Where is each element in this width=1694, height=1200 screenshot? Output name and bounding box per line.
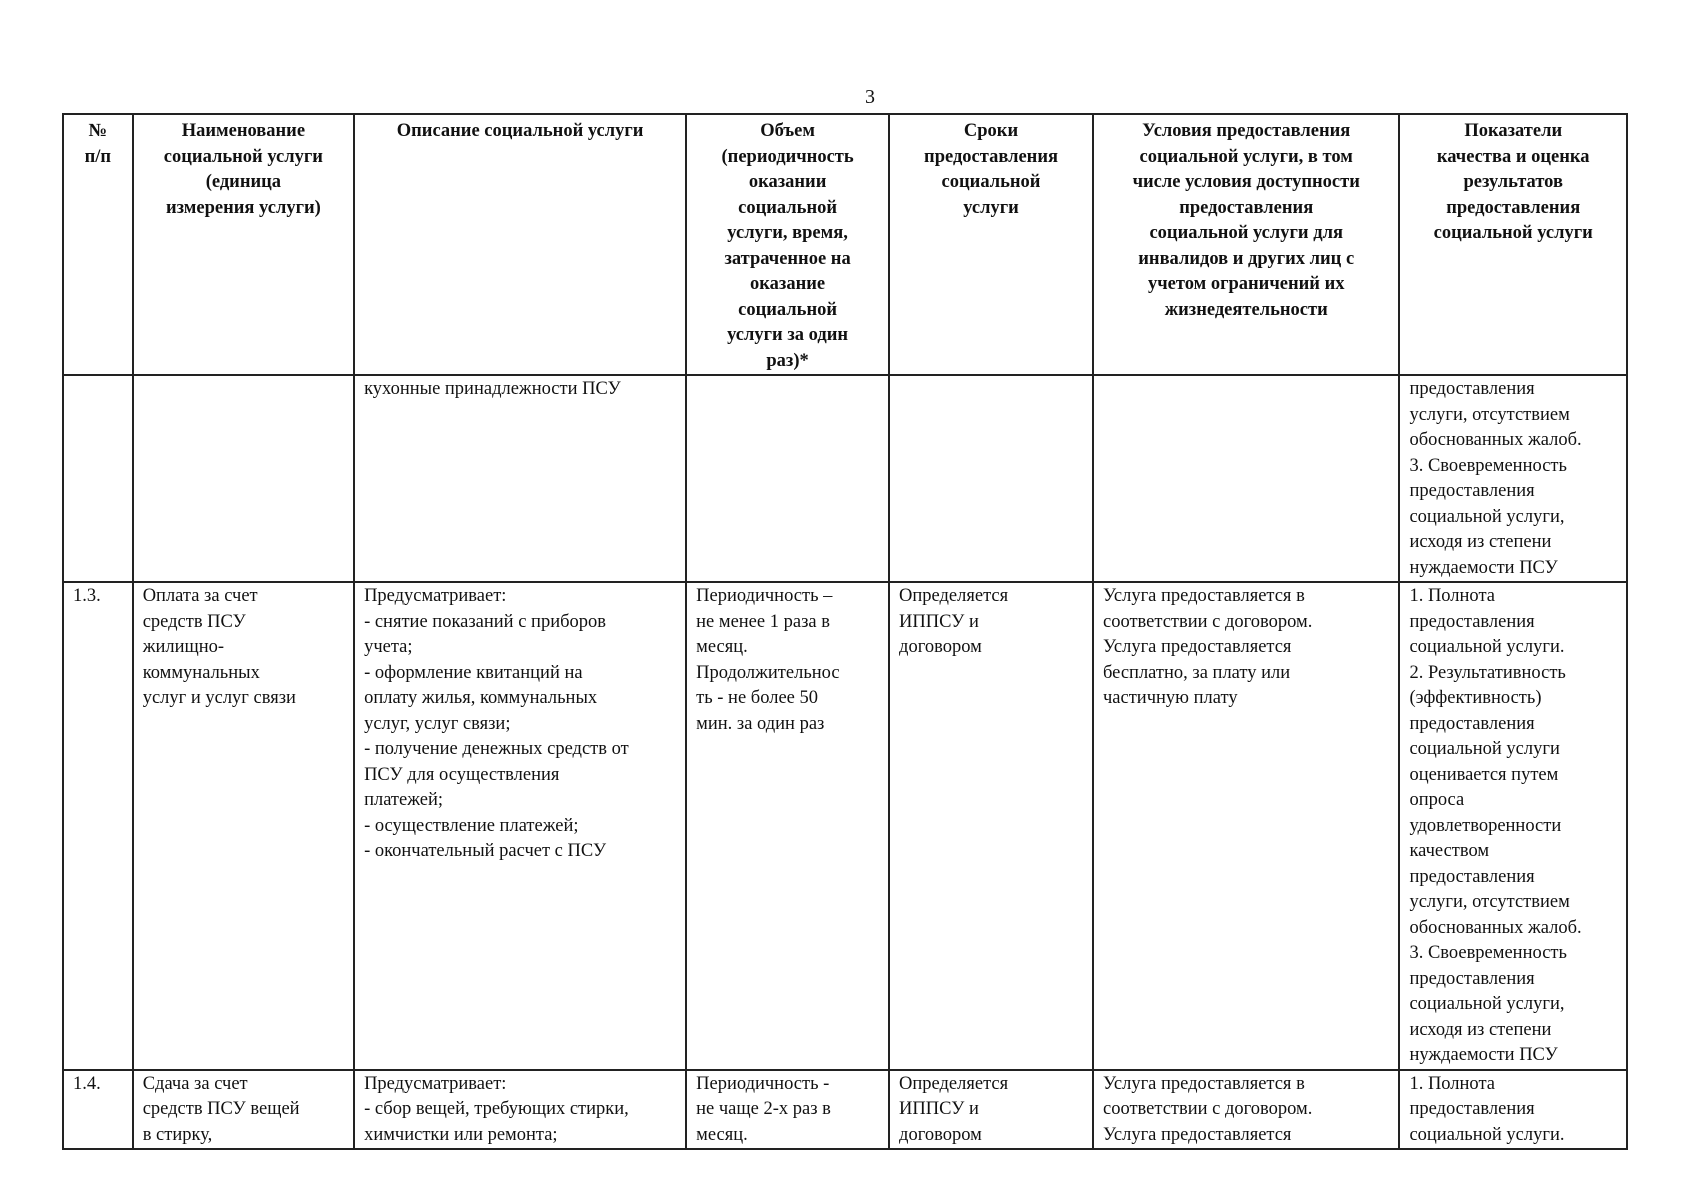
header-description: Описание социальной услуги bbox=[354, 114, 686, 375]
cell-volume bbox=[686, 375, 889, 582]
cell-indicators: 1. Полнота предоставления социальной услуги. 2. Результативность (эффективность) предоставления социальной услуги оценивается путем опроса удовлетворенности качеством предоставления услуги, отсутствием обоснованных жалоб. 3. Своевременность предоставления социальной услуги, исходя из степени нуждаемости ПСУ bbox=[1399, 582, 1627, 1070]
cell-number bbox=[63, 375, 133, 582]
cell-terms bbox=[889, 375, 1093, 582]
cell-volume: Периодичность – не менее 1 раза в месяц. Продолжительнос ть - не более 50 мин. за один раз bbox=[686, 582, 889, 1070]
header-indicators: Показатели качества и оценка результатов предоставления социальной услуги bbox=[1399, 114, 1627, 375]
header-number: № п/п bbox=[63, 114, 133, 375]
table-row bbox=[63, 582, 1627, 1070]
cell-description: Предусматривает: - снятие показаний с приборов учета; - оформление квитанций на оплату жилья, коммунальных услуг, услуг связи; - получение денежных средств от ПСУ для осуществления платежей; - осуществление платежей; - окончательный расчет с ПСУ bbox=[354, 582, 686, 1070]
cell-conditions: Услуга предоставляется в соответствии с договором. Услуга предоставляется bbox=[1093, 1070, 1399, 1150]
cell-description: Предусматривает: - сбор вещей, требующих стирки, химчистки или ремонта; bbox=[354, 1070, 686, 1150]
cell-number: 1.4. bbox=[63, 1070, 133, 1150]
cell-indicators: 1. Полнота предоставления социальной услуги. bbox=[1399, 1070, 1627, 1150]
cell-conditions: Услуга предоставляется в соответствии с договором. Услуга предоставляется бесплатно, за плату или частичную плату bbox=[1093, 582, 1399, 1070]
header-row bbox=[63, 114, 1627, 375]
header-terms: Сроки предоставления социальной услуги bbox=[889, 114, 1093, 375]
table-row bbox=[63, 375, 1627, 582]
cell-terms: Определяется ИППСУ и договором bbox=[889, 1070, 1093, 1150]
services-table bbox=[62, 113, 1628, 1150]
cell-conditions bbox=[1093, 375, 1399, 582]
cell-service-name: Сдача за счет средств ПСУ вещей в стирку, bbox=[133, 1070, 354, 1150]
cell-description: кухонные принадлежности ПСУ bbox=[354, 375, 686, 582]
cell-volume: Периодичность - не чаще 2-х раз в месяц. bbox=[686, 1070, 889, 1150]
header-volume: Объем (периодичность оказании социальной услуги, время, затраченное на оказание социальной услуги за один раз)* bbox=[686, 114, 889, 375]
table-row bbox=[63, 1070, 1627, 1150]
cell-service-name bbox=[133, 375, 354, 582]
cell-indicators: предоставления услуги, отсутствием обоснованных жалоб. 3. Своевременность предоставления социальной услуги, исходя из степени нуждаемости ПСУ bbox=[1399, 375, 1627, 582]
header-service-name: Наименование социальной услуги (единица измерения услуги) bbox=[133, 114, 354, 375]
cell-terms: Определяется ИППСУ и договором bbox=[889, 582, 1093, 1070]
header-conditions: Условия предоставления социальной услуги, в том числе условия доступности предоставления социальной услуги для инвалидов и других лиц с учетом ограничений их жизнедеятельности bbox=[1093, 114, 1399, 375]
cell-service-name: Оплата за счет средств ПСУ жилищно- коммунальных услуг и услуг связи bbox=[133, 582, 354, 1070]
cell-number: 1.3. bbox=[63, 582, 133, 1070]
page-number: 3 bbox=[865, 86, 875, 108]
